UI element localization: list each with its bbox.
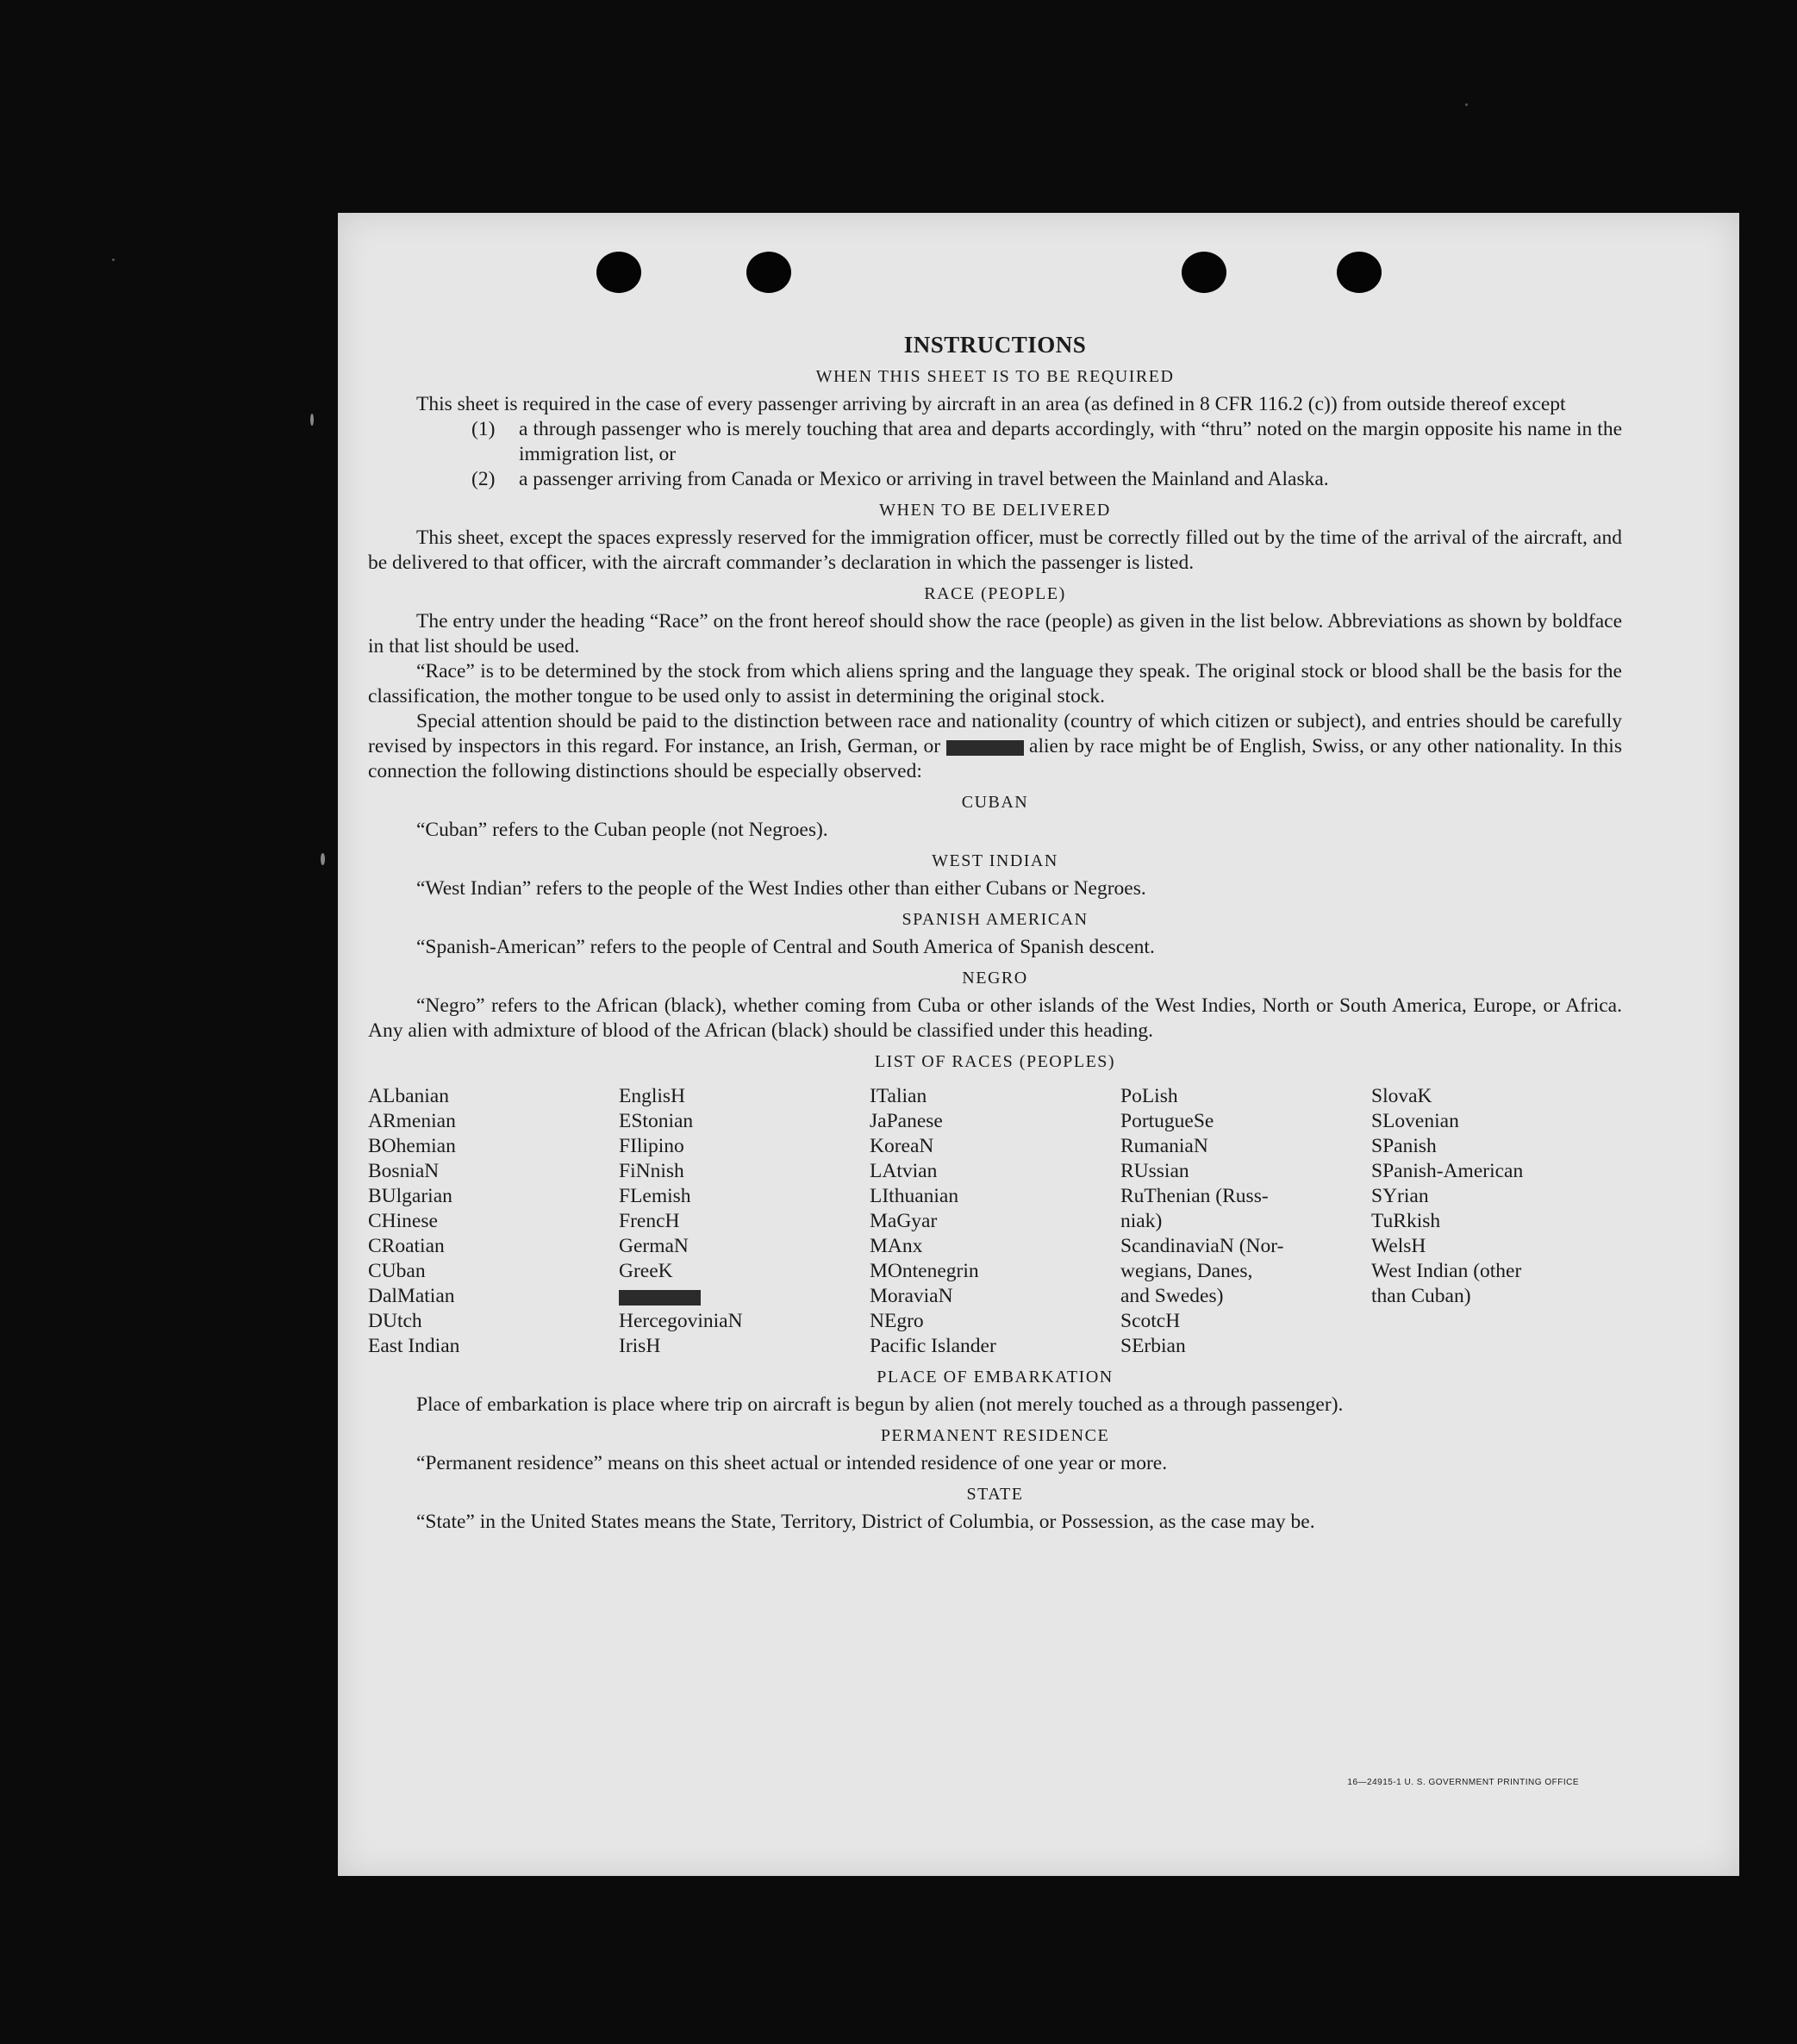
race-entry: CRoatian	[368, 1235, 445, 1257]
race-entry: EnglisH	[619, 1085, 686, 1107]
race-entry: ITalian	[870, 1085, 927, 1107]
race-entry: SYrian	[1371, 1185, 1429, 1207]
race-entry: CUban	[368, 1260, 426, 1282]
race-entry: FrencH	[619, 1210, 680, 1232]
race-entry: ALbanian	[368, 1085, 449, 1107]
race-entry: KoreaN	[870, 1135, 934, 1157]
punch-hole	[1182, 252, 1226, 293]
race-entry: SLovenian	[1371, 1110, 1459, 1132]
section-heading-list: LIST OF RACES (PEOPLES)	[874, 1052, 1116, 1071]
punch-hole	[1337, 252, 1382, 293]
section-heading-state: STATE	[966, 1485, 1024, 1504]
negro-text: “Negro” refers to the African (black), whether coming from Cuba or other islands of the West Indies, North or South America, Europe, or Africa. Any alien with admixture of blood of the African (black) should be classified under this heading.	[368, 994, 1622, 1042]
section-heading-negro: NEGRO	[962, 969, 1028, 988]
race-entry: RuThenian (Russ- niak)	[1120, 1185, 1269, 1232]
race-paragraph-3-start: Special attention should be paid to the distinction between race and nationality (country of which citizen or subject), and entries should be carefully revised by inspectors in this regard. For instance, an Irish, German, or	[368, 710, 1622, 757]
redaction-mark	[946, 740, 1024, 756]
race-column	[1371, 1084, 1622, 1359]
scan-speck	[1465, 103, 1468, 106]
race-entry: TuRkish	[1371, 1210, 1441, 1232]
punch-hole	[746, 252, 791, 293]
race-entry: GermaN	[619, 1235, 689, 1257]
item-number: (2)	[471, 468, 496, 490]
section-heading-embarkation: PLACE OF EMBARKATION	[877, 1368, 1114, 1387]
race-entry: WelsH	[1371, 1235, 1426, 1257]
race-column	[368, 1084, 619, 1359]
race-entry: NEgro	[870, 1310, 924, 1332]
race-entry: FiNnish	[619, 1160, 684, 1182]
item-number: (1)	[471, 418, 496, 440]
required-item-2	[471, 467, 1622, 492]
section-heading-residence: PERMANENT RESIDENCE	[880, 1426, 1110, 1445]
embarkation-text: Place of embarkation is place where trip on aircraft is begun by alien (not merely touched as a through passenger).	[416, 1393, 1344, 1416]
race-paragraph-3	[368, 709, 1622, 784]
race-entry: GreeK	[619, 1260, 673, 1282]
race-entry: PoLish	[1120, 1085, 1178, 1107]
item-text: a passenger arriving from Canada or Mexico or arriving in travel between the Mainland and Alaska.	[519, 468, 1329, 490]
race-entry: DUtch	[368, 1310, 422, 1332]
page-title: INSTRUCTIONS	[903, 332, 1087, 358]
required-intro: This sheet is required in the case of every passenger arriving by aircraft in an area (as defined in 8 CFR 116.2 (c)) from outside thereof except	[416, 393, 1566, 415]
document-page	[338, 213, 1739, 1876]
required-item-1	[471, 417, 1622, 467]
section-heading-delivered: WHEN TO BE DELIVERED	[879, 501, 1111, 520]
race-entry: BOhemian	[368, 1135, 456, 1157]
race-entry: BUlgarian	[368, 1185, 452, 1207]
race-entry: SlovaK	[1371, 1085, 1432, 1107]
race-entry: IrisH	[619, 1335, 661, 1357]
race-entry	[619, 1284, 870, 1309]
race-entry: MAnx	[870, 1235, 923, 1257]
race-entry: RumaniaN	[1120, 1135, 1208, 1157]
race-entry: SPanish	[1371, 1135, 1437, 1157]
race-entry: BosniaN	[368, 1160, 440, 1182]
race-entry: MoraviaN	[870, 1285, 953, 1307]
delivered-text: This sheet, except the spaces expressly reserved for the immigration officer, must be correctly filled out by the time of the arrival of the aircraft, and be delivered to that officer, with the aircraft commander’s declaration in which the passenger is listed.	[368, 527, 1622, 574]
race-paragraph-2: “Race” is to be determined by the stock from which aliens spring and the language they speak. The original stock or blood shall be the basis for the classification, the mother tongue to be used only to assist in determining the original stock.	[368, 660, 1622, 707]
race-column	[619, 1084, 870, 1359]
race-entry: SPanish-American	[1371, 1160, 1524, 1182]
race-entry: PortugueSe	[1120, 1110, 1214, 1132]
race-entry: LIthuanian	[870, 1185, 959, 1207]
state-text: “State” in the United States means the State, Territory, District of Columbia, or Possession, as the case may be.	[416, 1511, 1315, 1533]
section-heading-required: WHEN THIS SHEET IS TO BE REQUIRED	[815, 367, 1175, 386]
race-entry: JaPanese	[870, 1110, 943, 1132]
section-heading-cuban: CUBAN	[961, 793, 1029, 812]
race-entry: LAtvian	[870, 1160, 938, 1182]
race-paragraph-1: The entry under the heading “Race” on the front hereof should show the race (people) as given in the list below. Abbreviations as shown by boldface in that list should be used.	[368, 610, 1622, 657]
race-entry: East Indian	[368, 1335, 460, 1357]
race-entry: ScandinaviaN (Nor- wegians, Danes, and Swedes)	[1120, 1235, 1284, 1307]
race-entry: DalMatian	[368, 1285, 455, 1307]
cuban-text: “Cuban” refers to the Cuban people (not Negroes).	[416, 819, 828, 841]
race-entry: MaGyar	[870, 1210, 938, 1232]
redaction-mark	[619, 1290, 701, 1306]
race-entry: ARmenian	[368, 1110, 456, 1132]
section-heading-race: RACE (PEOPLE)	[924, 584, 1066, 603]
scan-speck	[321, 853, 325, 865]
race-entry: West Indian (other than Cuban)	[1371, 1260, 1522, 1307]
race-entry: Pacific Islander	[870, 1335, 996, 1357]
section-heading-spanish-american: SPANISH AMERICAN	[902, 910, 1089, 929]
race-column	[1120, 1084, 1371, 1359]
race-entry: EStonian	[619, 1110, 694, 1132]
race-paragraph-3-end: alien by race might be of English, Swiss, or any other nationality. In this connection the following distinctions should be especially observed:	[368, 735, 1622, 782]
section-heading-west-indian: WEST INDIAN	[932, 851, 1058, 870]
race-entry: MOntenegrin	[870, 1260, 979, 1282]
scan-speck	[310, 414, 314, 426]
item-text: a through passenger who is merely touching that area and departs accordingly, with “thru” noted on the margin opposite his name in the immigration list, or	[519, 418, 1622, 465]
spanish-american-text: “Spanish-American” refers to the people of Central and South America of Spanish descent.	[416, 936, 1155, 958]
residence-text: “Permanent residence” means on this sheet actual or intended residence of one year or more.	[416, 1452, 1168, 1474]
race-column	[870, 1084, 1120, 1359]
race-entry: ScotcH	[1120, 1310, 1181, 1332]
race-entry: RUssian	[1120, 1160, 1189, 1182]
race-entry: FIlipino	[619, 1135, 684, 1157]
printing-office-code: 16—24915-1 U. S. GOVERNMENT PRINTING OFFICE	[1347, 1778, 1579, 1787]
race-entry: FLemish	[619, 1185, 691, 1207]
west-indian-text: “West Indian” refers to the people of the West Indies other than either Cubans or Negroes.	[416, 877, 1146, 900]
punch-hole	[596, 252, 641, 293]
race-entry: SErbian	[1120, 1335, 1186, 1357]
instructions-body	[368, 332, 1622, 1535]
race-entry: HercegoviniaN	[619, 1310, 743, 1332]
scan-speck	[112, 259, 115, 261]
race-list	[368, 1084, 1622, 1359]
race-entry: CHinese	[368, 1210, 438, 1232]
